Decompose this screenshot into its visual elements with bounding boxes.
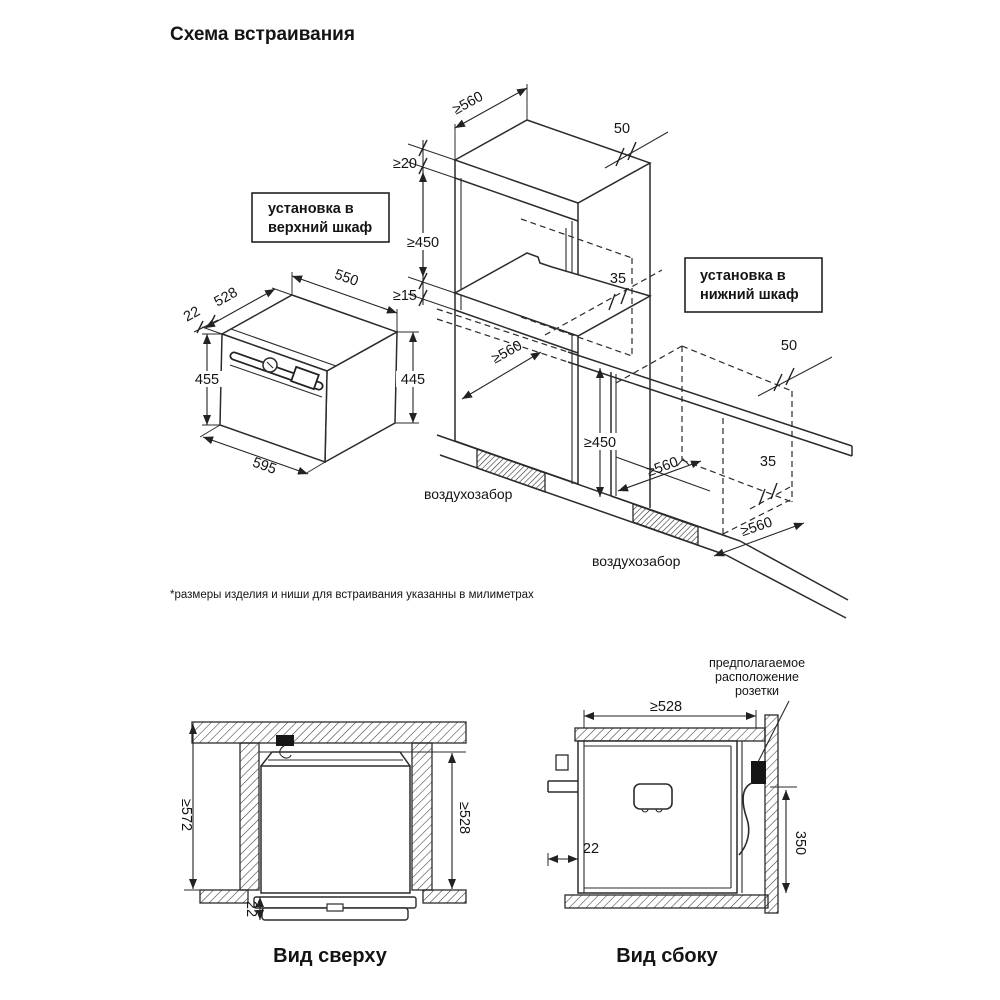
tick-mark (771, 483, 777, 499)
upper-box-label-line1: установка в (268, 201, 354, 217)
dim-upper-back-gap: 35 (609, 271, 627, 287)
door-hinge-detail (556, 755, 568, 770)
socket-plug (751, 761, 766, 784)
front-wall-stub-right (423, 890, 466, 903)
dim-line-oven-door (194, 320, 218, 332)
socket-note-line1: предполагаемое (708, 656, 806, 670)
ext-line (305, 462, 325, 474)
top-view-drawing (178, 722, 472, 967)
left-side-wall-hatch (240, 743, 259, 890)
page-title: Схема встраивания (170, 24, 355, 45)
tick-mark (209, 315, 215, 327)
dim-topview-niche-depth: ≥528 (456, 801, 472, 835)
dim-oven-body-height: 445 (400, 372, 426, 388)
dim-lower-niche-height: ≥450 (583, 435, 617, 451)
floor-hatch (565, 895, 768, 908)
tick-mark (786, 368, 794, 385)
ext-line (202, 327, 222, 334)
dim-oven-top-width: 550 (332, 266, 361, 290)
oven-body-top-view (261, 766, 410, 893)
dim-sideview-niche-depth: ≥528 (649, 699, 683, 715)
dim-oven-front-width: 595 (250, 454, 279, 478)
dim-sideview-socket-height: 350 (792, 830, 808, 856)
air-intake-label-1: воздухозабор (424, 486, 513, 502)
upper-cabinet-callout (252, 193, 389, 242)
back-wall-hatch (192, 722, 466, 743)
side-view-drawing (548, 656, 808, 967)
upper-box-label-line2: верхний шкаф (268, 220, 373, 236)
vent-grille-2 (633, 504, 698, 545)
lower-cabinet-callout (685, 258, 822, 312)
footnote: *размеры изделия и ниши для встраивания указанны в милиметрах (170, 589, 534, 601)
dim-sideview-door-thickness: 22 (582, 841, 600, 857)
dim-topview-depth-with-door: ≥572 (178, 798, 194, 832)
side-view-title: Вид сбоку (616, 945, 718, 967)
right-side-wall-hatch (412, 743, 432, 890)
dim-upper-niche-height: ≥450 (406, 235, 440, 251)
lower-box-label-line2: нижний шкаф (700, 287, 799, 303)
dim-oven-door-thickness: 22 (181, 303, 203, 326)
socket-note-line3: розетки (734, 684, 780, 698)
fan-housing (634, 784, 672, 809)
floor-line (726, 555, 846, 618)
dim-lower-niche-depth: ≥560 (644, 454, 681, 481)
dim-upper-shelf-setback: ≥15 (392, 288, 417, 304)
oven-handle-side (548, 781, 578, 792)
oven-back-chamfer (261, 752, 410, 766)
dim-upper-niche-depth: ≥560 (450, 88, 487, 119)
front-wall-stub-left (200, 890, 248, 903)
power-connector (276, 735, 294, 746)
dim-oven-depth: 528 (211, 284, 241, 311)
dim-upper-wall-gap: 50 (613, 121, 631, 137)
hidden-top-left-depth-edge (616, 346, 682, 383)
dim-topview-door-thickness: 22 (243, 900, 259, 918)
countertop-hatch (575, 728, 765, 741)
door-center-notch (327, 904, 343, 911)
dim-lower-bottom-depth: ≥560 (738, 514, 775, 541)
shelf-top-face (455, 253, 650, 336)
leader-wall-gap-lower (758, 357, 832, 396)
oven-body-side-view (578, 741, 737, 893)
power-cable (739, 783, 752, 855)
lower-box-label-line1: установка в (700, 268, 786, 284)
leader-back-gap-lower (750, 487, 790, 509)
dim-lower-back-gap: 35 (759, 454, 777, 470)
tick-mark (774, 374, 782, 391)
callout-box (685, 258, 822, 312)
top-view-title: Вид сверху (273, 945, 387, 967)
niche-back-top-hidden (521, 219, 632, 258)
air-intake-label-2: воздухозабор (592, 553, 681, 569)
ext-line (200, 425, 220, 437)
dim-upper-shelf-depth: ≥560 (489, 337, 526, 368)
socket-note-line2: расположение (715, 670, 799, 684)
lower-cabinet-isometric (579, 338, 832, 569)
dim-oven-front-height: 455 (194, 372, 220, 388)
dim-lower-wall-gap: 50 (780, 338, 798, 354)
dim-upper-top-clearance: ≥20 (392, 156, 417, 172)
hidden-back-top-edge (682, 346, 792, 391)
